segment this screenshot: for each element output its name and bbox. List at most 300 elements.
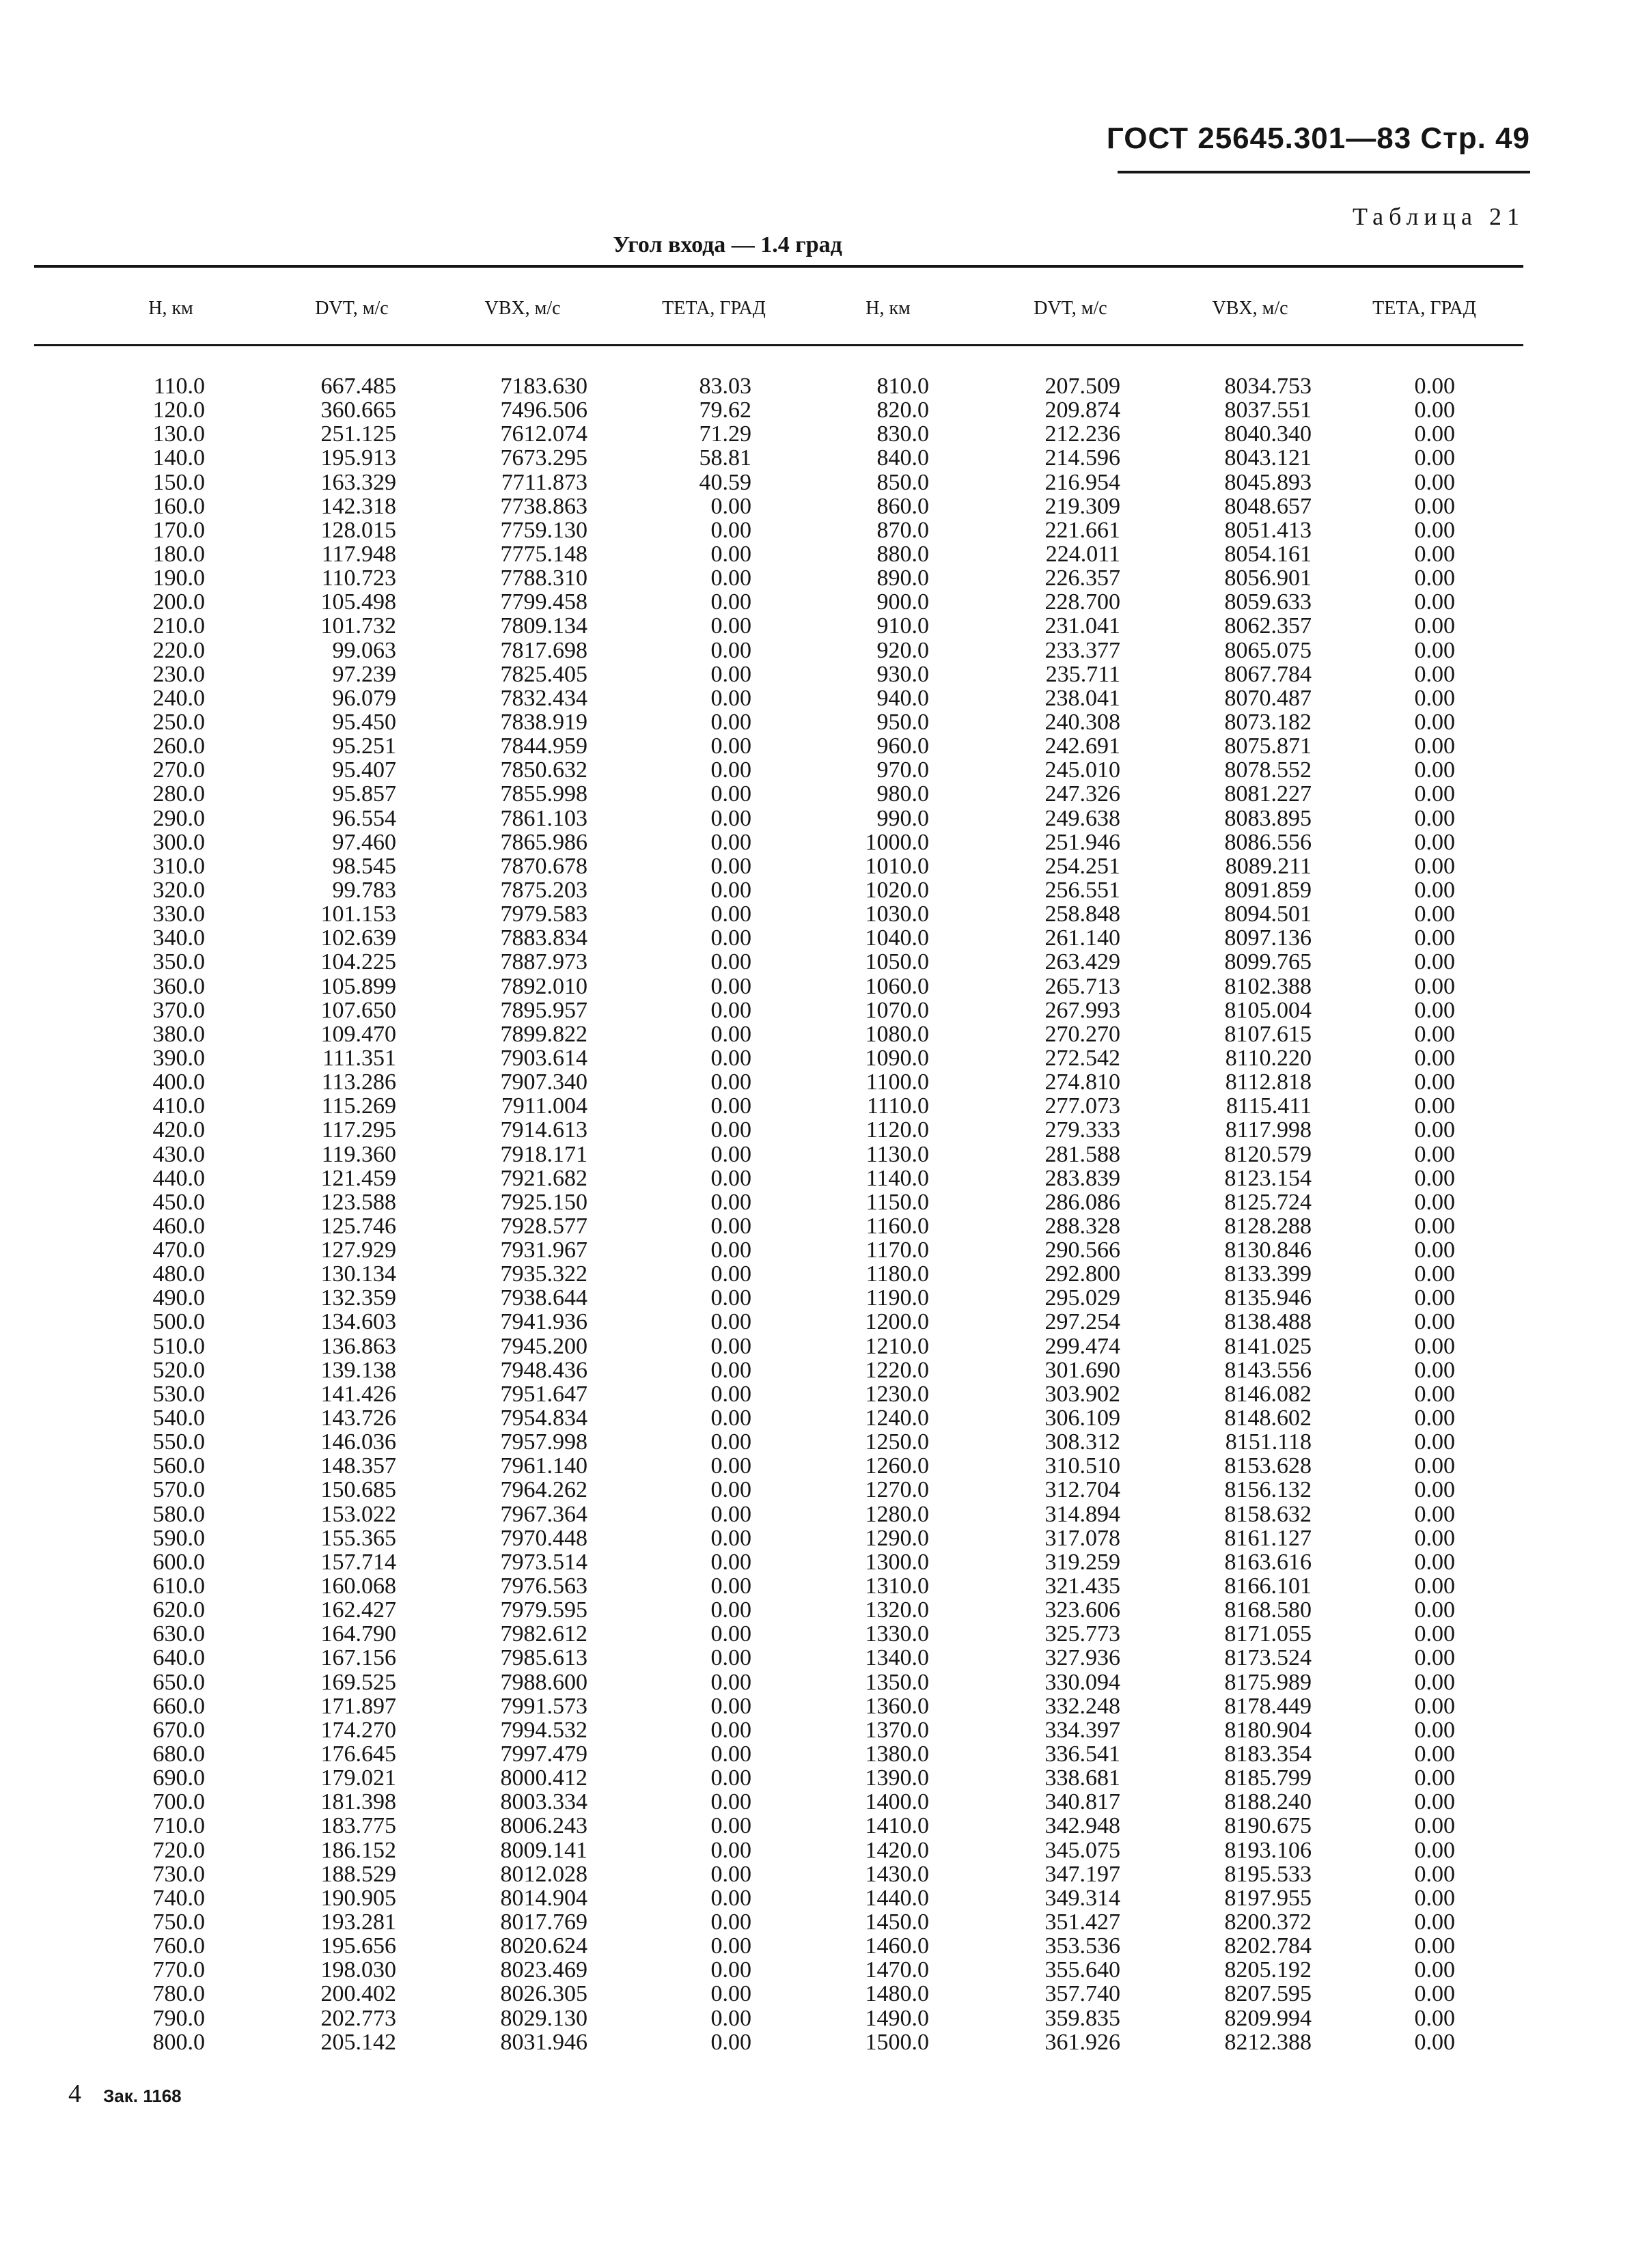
table-cell: 0.00 (710, 1333, 751, 1359)
table-cell: 169.525 (320, 1669, 396, 1695)
table-cell: 350.0 (152, 949, 205, 975)
table-cell: 95.407 (332, 757, 396, 783)
table-cell: 300.0 (152, 829, 205, 855)
table-cell: 8168.580 (1224, 1597, 1312, 1623)
table-cell: 7673.295 (500, 445, 587, 471)
table-cell: 117.295 (321, 1117, 396, 1143)
table-cell: 281.588 (1044, 1141, 1120, 1167)
table-cell: 0.00 (710, 877, 751, 903)
table-cell: 8012.028 (500, 1861, 587, 1887)
table-cell: 1240.0 (865, 1405, 929, 1431)
table-cell: 0.00 (710, 925, 751, 951)
header-rule (1118, 171, 1530, 173)
table-cell: 0.00 (1414, 805, 1455, 831)
table-cell: 71.29 (699, 421, 751, 447)
table-cell: 163.329 (320, 469, 396, 495)
table-cell: 8178.449 (1224, 1693, 1312, 1719)
table-cell: 109.470 (320, 1021, 396, 1047)
table-cell: 460.0 (152, 1213, 205, 1239)
table-cell: 0.00 (1414, 1381, 1455, 1407)
table-header-rule (34, 344, 1523, 346)
table-cell: 254.251 (1044, 853, 1120, 879)
table-cell: 301.690 (1044, 1357, 1120, 1383)
table-cell: 7838.919 (500, 709, 587, 735)
table-cell: 95.251 (332, 733, 396, 759)
table-cell: 279.333 (1044, 1117, 1120, 1143)
column-teta-right (1373, 374, 1455, 2054)
table-cell: 286.086 (1044, 1189, 1120, 1215)
column-h-right (827, 374, 929, 2054)
table-cell: 290.0 (152, 805, 205, 831)
table-cell: 242.691 (1044, 733, 1120, 759)
table-cell: 336.541 (1044, 1741, 1120, 1767)
table-cell: 980.0 (876, 781, 929, 807)
table-cell: 7759.130 (500, 517, 587, 543)
table-cell: 0.00 (1414, 493, 1455, 519)
table-cell: 0.00 (1414, 853, 1455, 879)
table-cell: 0.00 (1414, 949, 1455, 975)
table-cell: 0.00 (710, 1069, 751, 1095)
table-cell: 1360.0 (865, 1693, 929, 1719)
table-cell: 670.0 (152, 1717, 205, 1743)
table-cell: 0.00 (710, 2029, 751, 2055)
table-cell: 7928.577 (500, 1213, 587, 1239)
col-header-h-left: Н, км (148, 298, 193, 319)
table-cell: 8123.154 (1224, 1165, 1312, 1191)
table-cell: 650.0 (152, 1669, 205, 1695)
table-cell: 8020.624 (500, 1933, 587, 1959)
table-cell: 0.00 (710, 1165, 751, 1191)
table-cell: 8180.904 (1224, 1717, 1312, 1743)
table-cell: 107.650 (320, 997, 396, 1023)
table-cell: 0.00 (1414, 1141, 1455, 1167)
table-cell: 0.00 (1414, 997, 1455, 1023)
table-cell: 8130.846 (1224, 1237, 1312, 1263)
table-cell: 188.529 (320, 1861, 396, 1887)
table-cell: 179.021 (320, 1765, 396, 1791)
table-cell: 249.638 (1044, 805, 1120, 831)
table-cell: 1250.0 (865, 1429, 929, 1455)
table-cell: 7895.957 (500, 997, 587, 1023)
table-cell: 680.0 (152, 1741, 205, 1767)
table-cell: 8133.399 (1224, 1261, 1312, 1287)
table-cell: 1100.0 (866, 1069, 929, 1095)
table-cell: 0.00 (1414, 733, 1455, 759)
table-cell: 0.00 (710, 1381, 751, 1407)
table-cell: 7967.364 (500, 1501, 587, 1527)
table-cell: 1330.0 (865, 1621, 929, 1647)
table-cell: 164.790 (320, 1621, 396, 1647)
table-cell: 0.00 (710, 541, 751, 567)
table-cell: 0.00 (1414, 1765, 1455, 1791)
table-cell: 0.00 (710, 1141, 751, 1167)
table-cell: 1350.0 (865, 1669, 929, 1695)
table-cell: 870.0 (876, 517, 929, 543)
table-cell: 8075.871 (1224, 733, 1312, 759)
table-cell: 0.00 (710, 661, 751, 687)
table-cell: 214.596 (1044, 445, 1120, 471)
table-cell: 420.0 (152, 1117, 205, 1143)
table-cell: 171.897 (320, 1693, 396, 1719)
table-cell: 840.0 (876, 445, 929, 471)
table-cell: 900.0 (876, 589, 929, 615)
table-cell: 0.00 (1414, 445, 1455, 471)
table-cell: 0.00 (1414, 685, 1455, 711)
table-cell: 0.00 (710, 613, 751, 639)
table-cell: 8190.675 (1224, 1813, 1312, 1839)
table-cell: 0.00 (710, 685, 751, 711)
table-cell: 0.00 (1414, 374, 1455, 399)
table-cell: 8040.340 (1224, 421, 1312, 447)
table-cell: 0.00 (710, 1357, 751, 1383)
table-cell: 710.0 (152, 1813, 205, 1839)
order-number: Зак. 1168 (103, 2086, 182, 2106)
table-cell: 0.00 (710, 1525, 751, 1551)
table-cell: 0.00 (1414, 757, 1455, 783)
table-cell: 101.153 (320, 901, 396, 927)
table-cell: 7941.936 (500, 1309, 587, 1335)
table-cell: 105.899 (320, 973, 396, 999)
table-cell: 7775.148 (500, 541, 587, 567)
table-cell: 7954.834 (500, 1405, 587, 1431)
table-cell: 8153.628 (1224, 1453, 1312, 1479)
table-cell: 130.0 (152, 421, 205, 447)
table-cell: 8197.955 (1224, 1885, 1312, 1911)
table-cell: 325.773 (1044, 1621, 1120, 1647)
table-cell: 7907.340 (500, 1069, 587, 1095)
table-cell: 8143.556 (1224, 1357, 1312, 1383)
table-cell: 193.281 (320, 1909, 396, 1935)
table-cell: 0.00 (1414, 1453, 1455, 1479)
table-cell: 8029.130 (500, 2005, 587, 2031)
column-vbx-right (1175, 374, 1312, 2054)
table-cell: 7938.644 (500, 1285, 587, 1311)
table-cell: 97.460 (332, 829, 396, 855)
table-cell: 228.700 (1044, 589, 1120, 615)
table-cell: 330.0 (152, 901, 205, 927)
table-cell: 132.359 (320, 1285, 396, 1311)
table-cell: 308.312 (1044, 1429, 1120, 1455)
table-cell: 8056.901 (1224, 565, 1312, 591)
table-cell: 1420.0 (865, 1837, 929, 1863)
table-cell: 0.00 (1414, 1429, 1455, 1455)
table-cell: 351.427 (1044, 1909, 1120, 1935)
table-cell: 0.00 (710, 565, 751, 591)
table-cell: 0.00 (1414, 1357, 1455, 1383)
table-cell: 0.00 (710, 1189, 751, 1215)
table-cell: 202.773 (320, 2005, 396, 2031)
table-cell: 800.0 (152, 2029, 205, 2055)
table-cell: 0.00 (710, 589, 751, 615)
table-cell: 1500.0 (865, 2029, 929, 2055)
table-cell: 162.427 (320, 1597, 396, 1623)
table-cell: 7855.998 (500, 781, 587, 807)
table-cell: 7899.822 (500, 1021, 587, 1047)
table-cell: 0.00 (1414, 397, 1455, 423)
table-cell: 8148.602 (1224, 1405, 1312, 1431)
table-cell: 8017.769 (500, 1909, 587, 1935)
table-cell: 0.00 (710, 1213, 751, 1239)
table-cell: 0.00 (1414, 2005, 1455, 2031)
table-cell: 0.00 (710, 1501, 751, 1527)
table-cell: 190.0 (152, 565, 205, 591)
table-cell: 340.817 (1044, 1789, 1120, 1815)
table-cell: 0.00 (710, 1741, 751, 1767)
table-cell: 910.0 (876, 613, 929, 639)
table-cell: 277.073 (1044, 1093, 1120, 1119)
table-cell: 181.398 (320, 1789, 396, 1815)
table-cell: 230.0 (152, 661, 205, 687)
table-cell: 1040.0 (865, 925, 929, 951)
table-cell: 0.00 (1414, 1309, 1455, 1335)
table-cell: 8171.055 (1224, 1621, 1312, 1647)
table-cell: 235.711 (1045, 661, 1120, 687)
table-cell: 280.0 (152, 781, 205, 807)
table-cell: 272.542 (1044, 1045, 1120, 1071)
table-cell: 0.00 (710, 1885, 751, 1911)
table-cell: 251.125 (320, 421, 396, 447)
table-cell: 1230.0 (865, 1381, 929, 1407)
table-cell: 327.936 (1044, 1645, 1120, 1671)
table-cell: 1260.0 (865, 1453, 929, 1479)
table-cell: 7844.959 (500, 733, 587, 759)
table-cell: 8158.632 (1224, 1501, 1312, 1527)
table-cell: 0.00 (710, 2005, 751, 2031)
table-cell: 104.225 (320, 949, 396, 975)
table-cell: 540.0 (152, 1405, 205, 1431)
table-cell: 0.00 (1414, 1405, 1455, 1431)
table-cell: 153.022 (320, 1501, 396, 1527)
table-cell: 142.318 (320, 493, 396, 519)
table-cell: 7612.074 (500, 421, 587, 447)
table-cell: 251.946 (1044, 829, 1120, 855)
table-cell: 8195.533 (1224, 1861, 1312, 1887)
table-cell: 8135.946 (1224, 1285, 1312, 1311)
table-cell: 0.00 (1414, 1645, 1455, 1671)
table-cell: 143.726 (320, 1405, 396, 1431)
table-cell: 780.0 (152, 1981, 205, 2007)
table-cell: 7496.506 (500, 397, 587, 423)
table-cell: 148.357 (320, 1453, 396, 1479)
table-cell: 580.0 (152, 1501, 205, 1527)
col-header-teta-right: ТЕТА, ГРАД (1372, 298, 1476, 319)
table-cell: 860.0 (876, 493, 929, 519)
table-cell: 1160.0 (866, 1213, 929, 1239)
table-cell: 0.00 (710, 1981, 751, 2007)
table-cell: 667.485 (320, 374, 396, 399)
table-cell: 0.00 (710, 1237, 751, 1263)
table-cell: 550.0 (152, 1429, 205, 1455)
table-cell: 8097.136 (1224, 925, 1312, 951)
table-cell: 0.00 (1414, 1501, 1455, 1527)
table-cell: 97.239 (332, 661, 396, 687)
table-cell: 8117.998 (1225, 1117, 1312, 1143)
table-cell: 295.029 (1044, 1285, 1120, 1311)
table-cell: 310.0 (152, 853, 205, 879)
table-cell: 0.00 (1414, 1597, 1455, 1623)
table-cell: 212.236 (1044, 421, 1120, 447)
table-cell: 323.606 (1044, 1597, 1120, 1623)
table-cell: 1400.0 (865, 1789, 929, 1815)
table-cell: 8151.118 (1225, 1429, 1312, 1455)
table-cell: 0.00 (710, 1021, 751, 1047)
table-cell: 360.665 (320, 397, 396, 423)
table-cell: 0.00 (1414, 1573, 1455, 1599)
table-cell: 0.00 (1414, 517, 1455, 543)
table-cell: 1320.0 (865, 1597, 929, 1623)
table-cell: 8067.784 (1224, 661, 1312, 687)
table-cell: 40.59 (699, 469, 751, 495)
table-cell: 102.639 (320, 925, 396, 951)
table-cell: 121.459 (320, 1165, 396, 1191)
table-cell: 306.109 (1044, 1405, 1120, 1431)
table-cell: 880.0 (876, 541, 929, 567)
table-cell: 8045.893 (1224, 469, 1312, 495)
table-cell: 155.365 (320, 1525, 396, 1551)
table-cell: 0.00 (710, 637, 751, 663)
table-cell: 0.00 (1414, 925, 1455, 951)
table-cell: 380.0 (152, 1021, 205, 1047)
table-cell: 150.0 (152, 469, 205, 495)
table-cell: 0.00 (1414, 901, 1455, 927)
table-cell: 720.0 (152, 1837, 205, 1863)
table-cell: 7183.630 (500, 374, 587, 399)
table-cell: 349.314 (1044, 1885, 1120, 1911)
table-cell: 7738.863 (500, 493, 587, 519)
table-cell: 99.063 (332, 637, 396, 663)
table-cell: 8125.724 (1224, 1189, 1312, 1215)
table-cell: 320.0 (152, 877, 205, 903)
table-cell: 113.286 (321, 1069, 396, 1095)
table-cell: 750.0 (152, 1909, 205, 1935)
table-cell: 1210.0 (865, 1333, 929, 1359)
table-cell: 7911.004 (501, 1093, 587, 1119)
table-cell: 134.603 (320, 1309, 396, 1335)
table-cell: 7935.322 (500, 1261, 587, 1287)
table-cell: 1140.0 (866, 1165, 929, 1191)
table-cell: 0.00 (710, 973, 751, 999)
table-cell: 290.566 (1044, 1237, 1120, 1263)
table-cell: 0.00 (710, 1597, 751, 1623)
table-cell: 170.0 (152, 517, 205, 543)
table-cell: 8048.657 (1224, 493, 1312, 519)
table-cell: 0.00 (1414, 709, 1455, 735)
table-cell: 140.0 (152, 445, 205, 471)
table-cell: 0.00 (1414, 1117, 1455, 1143)
column-teta-left (663, 374, 751, 2054)
table-cell: 7832.434 (500, 685, 587, 711)
table-cell: 8188.240 (1224, 1789, 1312, 1815)
table-cell: 0.00 (710, 901, 751, 927)
table-cell: 370.0 (152, 997, 205, 1023)
table-cell: 256.551 (1044, 877, 1120, 903)
table-cell: 8205.192 (1224, 1957, 1312, 1983)
table-cell: 321.435 (1044, 1573, 1120, 1599)
table-cell: 330.094 (1044, 1669, 1120, 1695)
table-cell: 0.00 (710, 781, 751, 807)
table-cell: 207.509 (1044, 374, 1120, 399)
table-cell: 0.00 (1414, 1525, 1455, 1551)
table-cell: 0.00 (1414, 1693, 1455, 1719)
table-cell: 303.902 (1044, 1381, 1120, 1407)
table-cell: 8161.127 (1224, 1525, 1312, 1551)
table-cell: 150.685 (320, 1477, 396, 1503)
table-cell: 0.00 (1414, 541, 1455, 567)
table-cell: 8009.141 (500, 1837, 587, 1863)
table-cell: 79.62 (699, 397, 751, 423)
col-header-h-right: Н, км (866, 298, 911, 319)
table-cell: 8034.753 (1224, 374, 1312, 399)
table-cell: 1340.0 (865, 1645, 929, 1671)
table-cell: 1010.0 (865, 853, 929, 879)
table-cell: 920.0 (876, 637, 929, 663)
table-cell: 810.0 (876, 374, 929, 399)
table-cell: 7887.973 (500, 949, 587, 975)
table-cell: 209.874 (1044, 397, 1120, 423)
table-cell: 0.00 (710, 1933, 751, 1959)
table-cell: 0.00 (710, 853, 751, 879)
table-cell: 7994.532 (500, 1717, 587, 1743)
table-cell: 8146.082 (1224, 1381, 1312, 1407)
table-cell: 0.00 (710, 757, 751, 783)
table-cell: 8202.784 (1224, 1933, 1312, 1959)
table-cell: 8070.487 (1224, 685, 1312, 711)
table-cell: 195.656 (320, 1933, 396, 1959)
table-cell: 98.545 (332, 853, 396, 879)
table-cell: 1270.0 (865, 1477, 929, 1503)
table-cell: 0.00 (1414, 1981, 1455, 2007)
table-cell: 1220.0 (865, 1357, 929, 1383)
table-cell: 317.078 (1044, 1525, 1120, 1551)
table-cell: 0.00 (710, 1573, 751, 1599)
table-label: Таблица 21 (1353, 203, 1525, 230)
table-cell: 0.00 (1414, 877, 1455, 903)
table-cell: 7892.010 (500, 973, 587, 999)
table-cell: 8086.556 (1224, 829, 1312, 855)
table-cell: 890.0 (876, 565, 929, 591)
table-cell: 8094.501 (1224, 901, 1312, 927)
table-cell: 265.713 (1044, 973, 1120, 999)
table-cell: 490.0 (152, 1285, 205, 1311)
column-vbx-left (451, 374, 587, 2054)
table-cell: 1070.0 (865, 997, 929, 1023)
table-cell: 8043.121 (1224, 445, 1312, 471)
table-cell: 0.00 (1414, 1237, 1455, 1263)
table-cell: 260.0 (152, 733, 205, 759)
table-cell: 7957.998 (500, 1429, 587, 1455)
col-header-dvt-right: DVT, м/с (1034, 298, 1107, 319)
table-cell: 7918.171 (500, 1141, 587, 1167)
table-cell: 1150.0 (866, 1189, 929, 1215)
table-cell: 319.259 (1044, 1549, 1120, 1575)
page-number: 4 (68, 2080, 81, 2108)
table-cell: 123.588 (320, 1189, 396, 1215)
col-header-teta-left: ТЕТА, ГРАД (662, 298, 766, 319)
table-cell: 8014.904 (500, 1885, 587, 1911)
table-cell: 1200.0 (865, 1309, 929, 1335)
table-cell: 940.0 (876, 685, 929, 711)
table-cell: 1130.0 (866, 1141, 929, 1167)
table-cell: 0.00 (710, 1261, 751, 1287)
table-cell: 1000.0 (865, 829, 929, 855)
table-cell: 220.0 (152, 637, 205, 663)
table-cell: 0.00 (710, 1405, 751, 1431)
table-cell: 0.00 (1414, 421, 1455, 447)
table-cell: 0.00 (1414, 469, 1455, 495)
table-cell: 274.810 (1044, 1069, 1120, 1095)
table-cell: 0.00 (710, 805, 751, 831)
table-cell: 0.00 (1414, 781, 1455, 807)
